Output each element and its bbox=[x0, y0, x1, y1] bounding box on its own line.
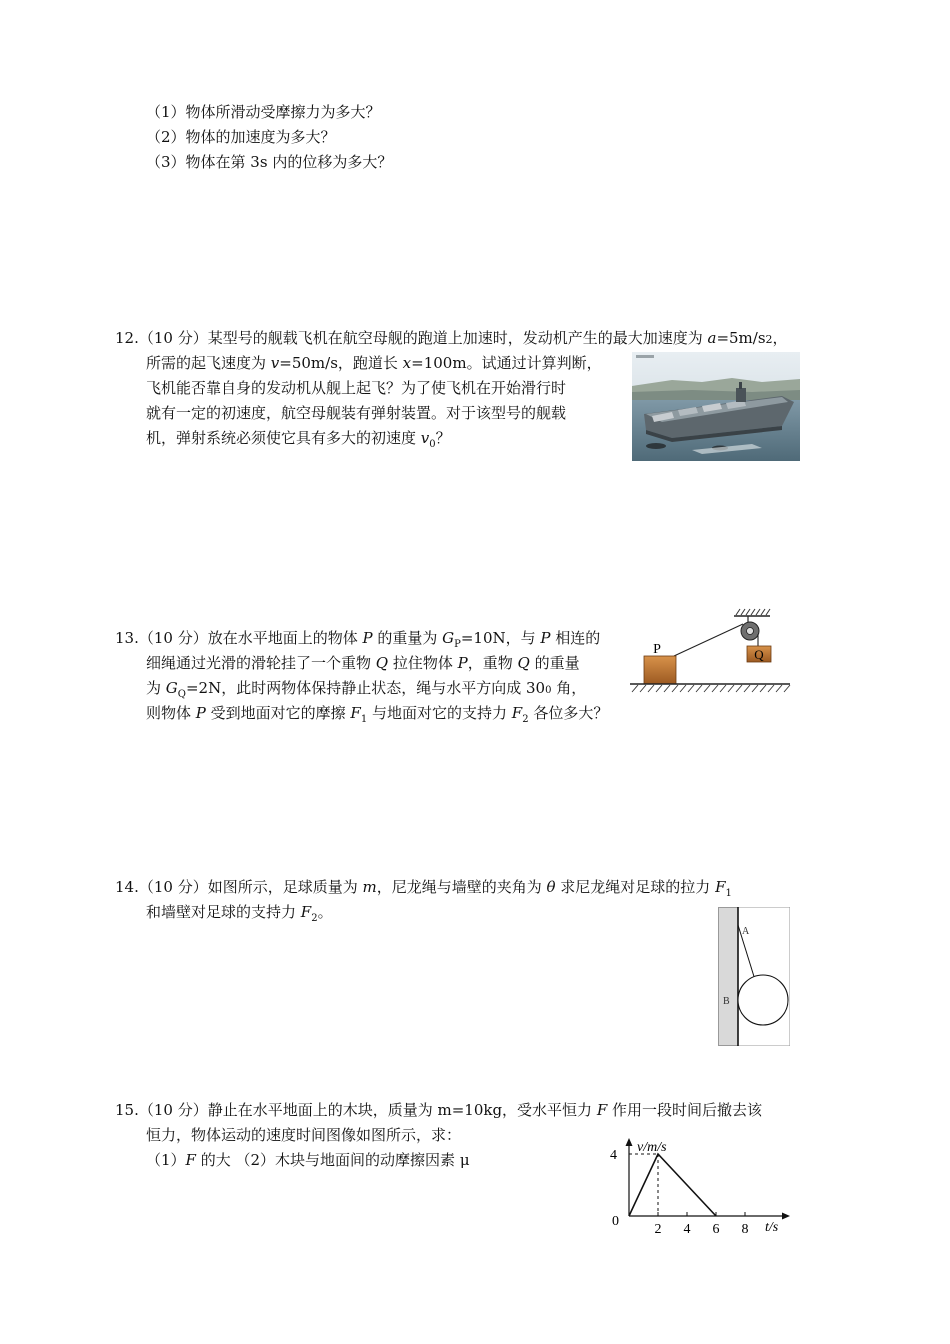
q14-line1: 14.（10 分）如图所示，足球质量为 m，尼龙绳与墙壁的夹角为 θ 求尼龙绳对足球的拉力 $F_1$ bbox=[115, 878, 732, 899]
q15-line3: （1）F 的大 （2）木块与地面间的动摩擦因素 μ bbox=[146, 1151, 470, 1169]
q14-line2: 和墙壁对足球的支持力 $F_2$。 bbox=[146, 903, 333, 924]
q11-sub1: （1）物体所滑动受摩擦力为多大？ bbox=[146, 103, 381, 121]
y-axis-label: v/m/s bbox=[637, 1140, 667, 1155]
block-p bbox=[644, 656, 676, 684]
pulley-wheel bbox=[741, 622, 759, 640]
x-tick-label: 2 bbox=[654, 1222, 662, 1237]
y-axis-arrow bbox=[626, 1138, 633, 1146]
label-b: B bbox=[723, 996, 730, 1007]
rope-to-p bbox=[674, 624, 743, 656]
aircraft-carrier-photo bbox=[632, 352, 800, 461]
q13-line3: 为 $G_Q=2N$，此时两物体保持静止状态，绳与水平方向成 300 角， bbox=[146, 679, 587, 700]
football-ball bbox=[738, 975, 788, 1025]
label-p: P bbox=[653, 642, 661, 657]
label-q: Q bbox=[754, 647, 764, 662]
q12-line1: 12.（10 分）某型号的舰载飞机在航空母舰的跑道上加速时，发动机产生的最大加速度为 a=5m/s2， bbox=[115, 329, 788, 347]
q11-sub2: （2）物体的加速度为多大？ bbox=[146, 128, 336, 146]
origin-label: 0 bbox=[612, 1214, 619, 1229]
y-tick-label: 4 bbox=[610, 1148, 617, 1163]
x-tick-label: 6 bbox=[712, 1222, 720, 1237]
q15-line1: 15.（10 分）静止在水平地面上的木块，质量为 m=10kg，受水平恒力 F 作用一段时间后撤去该 bbox=[115, 1101, 763, 1119]
x-axis-arrow bbox=[782, 1213, 790, 1220]
ball-wall-diagram bbox=[718, 907, 790, 1046]
x-tick-label: 4 bbox=[683, 1222, 691, 1237]
q13-line1: 13.（10 分）放在水平地面上的物体 P 的重量为 $G_P=10N$，与 P 相连的 bbox=[115, 629, 601, 650]
ground bbox=[630, 684, 790, 692]
x-axis-label: t/s bbox=[765, 1220, 779, 1235]
q15-line2: 恒力，物体运动的速度时间图像如图所示，求： bbox=[146, 1126, 462, 1144]
q11-sub3: （3）物体在第 3s 内的位移为多大？ bbox=[146, 153, 393, 171]
q12-line5: 机，弹射系统必须使它具有多大的初速度 $v_0$？ bbox=[146, 429, 451, 450]
q12-line3: 飞机能否靠自身的发动机从舰上起飞？为了使飞机在开始滑行时 bbox=[146, 379, 567, 397]
velocity-time-chart bbox=[600, 1130, 800, 1242]
x-tick-label: 8 bbox=[741, 1222, 749, 1237]
q12-line2: 所需的起飞速度为 v=50m/s，跑道长 x=100m。试通过计算判断， bbox=[146, 354, 602, 372]
q12-line4: 就有一定的初速度，航空母舰装有弹射装置。对于该型号的舰载 bbox=[146, 404, 567, 422]
pulley-diagram bbox=[630, 604, 795, 696]
label-a: A bbox=[742, 926, 750, 937]
velocity-series-line bbox=[629, 1154, 716, 1216]
q13-line4: 则物体 P 受到地面对它的摩擦 $F_1$ 与地面对它的支持力 $F_2$ 各位多大？ bbox=[146, 704, 609, 725]
q13-line2: 细绳通过光滑的滑轮挂了一个重物 Q 拉住物体 P，重物 Q 的重量 bbox=[146, 654, 580, 672]
